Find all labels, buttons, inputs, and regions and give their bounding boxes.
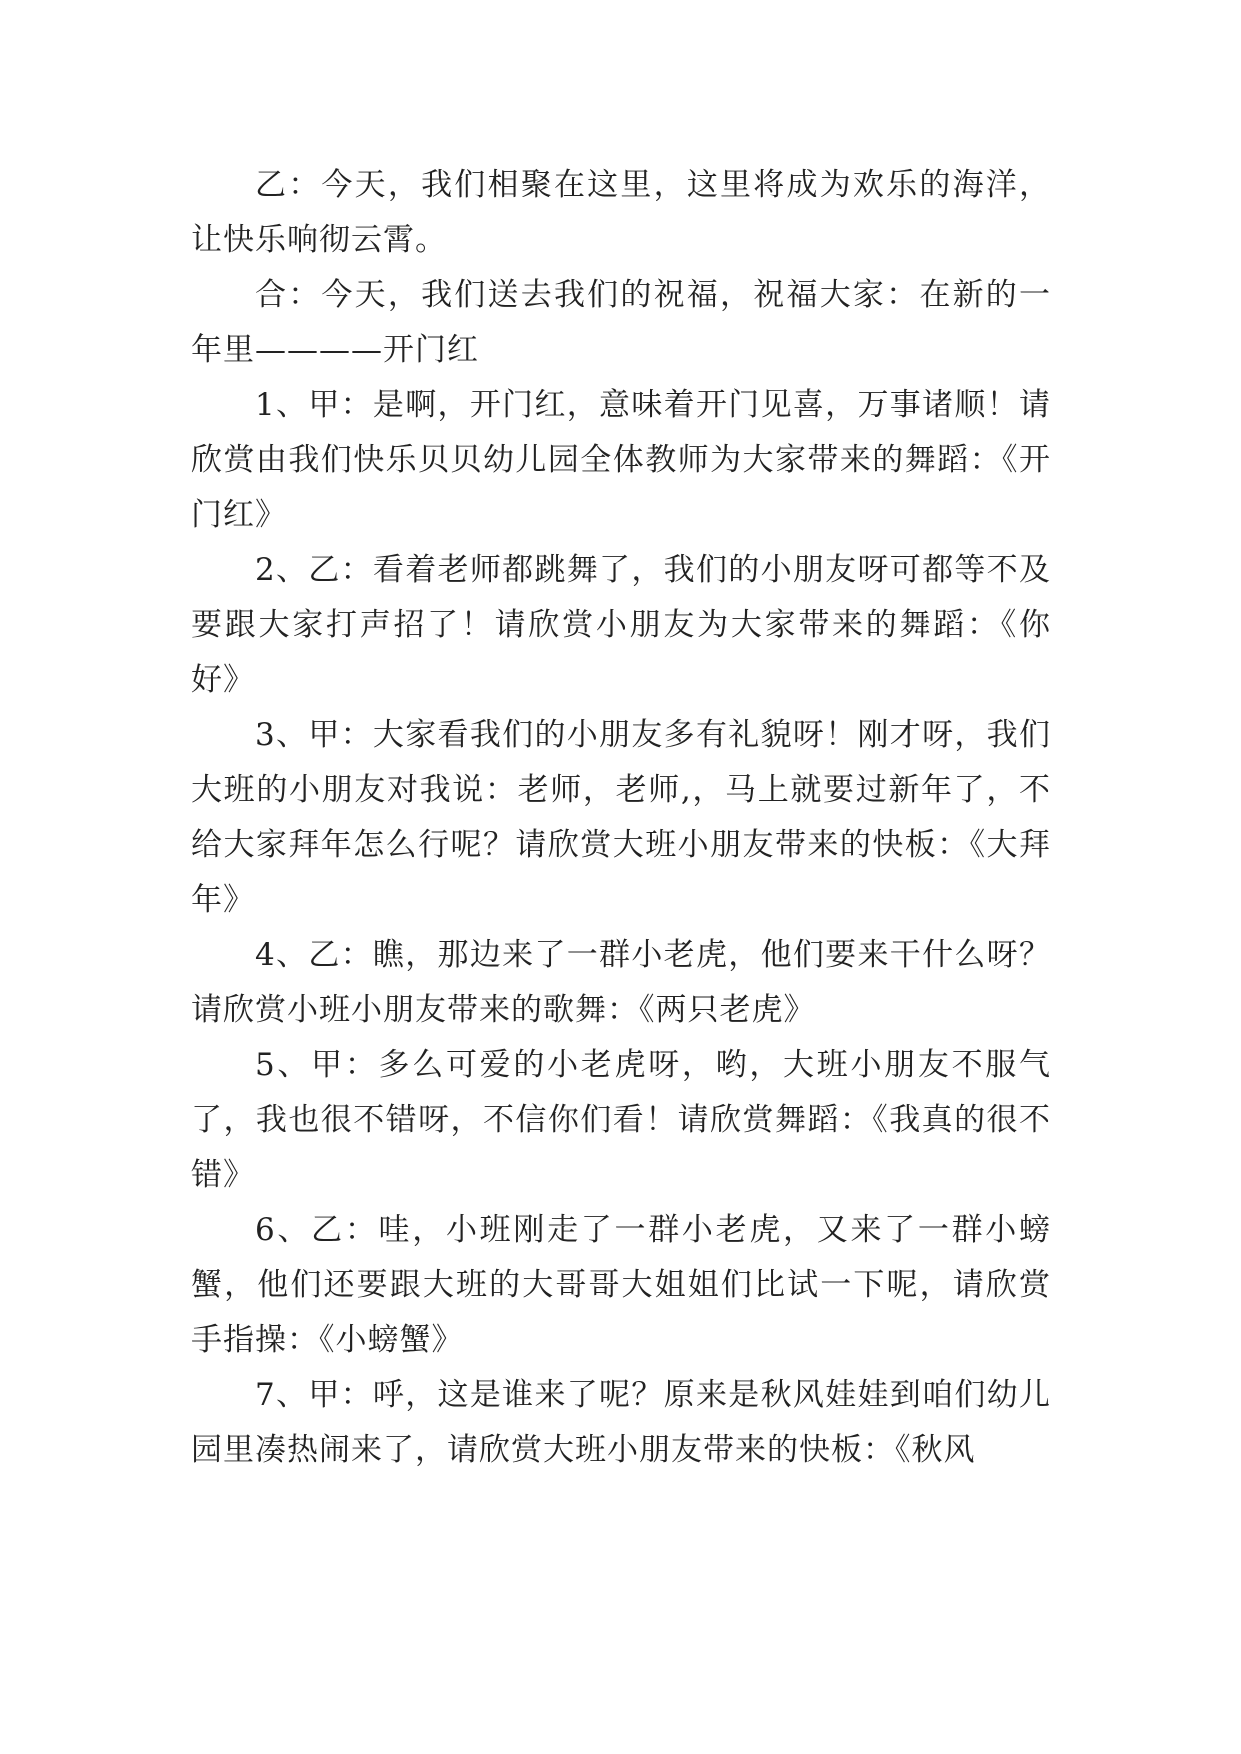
paragraph-opening-yi: 乙：今天，我们相聚在这里，这里将成为欢乐的海洋，让快乐响彻云霄。 xyxy=(191,167,1051,258)
paragraph-item-7: 7、甲：呼，这是谁来了呢？原来是秋风娃娃到咱们幼儿园里凑热闹来了，请欣赏大班小朋友带来的快板：《秋风 xyxy=(191,1377,1051,1468)
paragraph-item-3: 3、甲：大家看我们的小朋友多有礼貌呀！刚才呀，我们大班的小朋友对我说：老师，老师,，马上就要过新年了，不给大家拜年怎么行呢？请欣赏大班小朋友带来的快板：《大拜年》 xyxy=(191,717,1051,918)
paragraph-item-1: 1、甲：是啊，开门红，意味着开门见喜，万事诸顺！请欣赏由我们快乐贝贝幼儿园全体教师为大家带来的舞蹈：《开门红》 xyxy=(191,387,1051,533)
paragraph-item-2: 2、乙：看着老师都跳舞了，我们的小朋友呀可都等不及要跟大家打声招了！请欣赏小朋友为大家带来的舞蹈：《你好》 xyxy=(191,552,1051,698)
document-body xyxy=(191,158,1051,1478)
paragraph-opening-he: 合：今天，我们送去我们的祝福，祝福大家：在新的一年里————开门红 xyxy=(191,277,1051,368)
paragraph-item-4: 4、乙：瞧，那边来了一群小老虎，他们要来干什么呀？请欣赏小班小朋友带来的歌舞：《两只老虎》 xyxy=(191,937,1051,1028)
paragraph-item-6: 6、乙：哇，小班刚走了一群小老虎，又来了一群小螃蟹，他们还要跟大班的大哥哥大姐姐们比试一下呢，请欣赏手指操：《小螃蟹》 xyxy=(191,1212,1051,1358)
paragraph-item-5: 5、甲：多么可爱的小老虎呀，哟，大班小朋友不服气了，我也很不错呀，不信你们看！请欣赏舞蹈：《我真的很不错》 xyxy=(191,1047,1051,1193)
